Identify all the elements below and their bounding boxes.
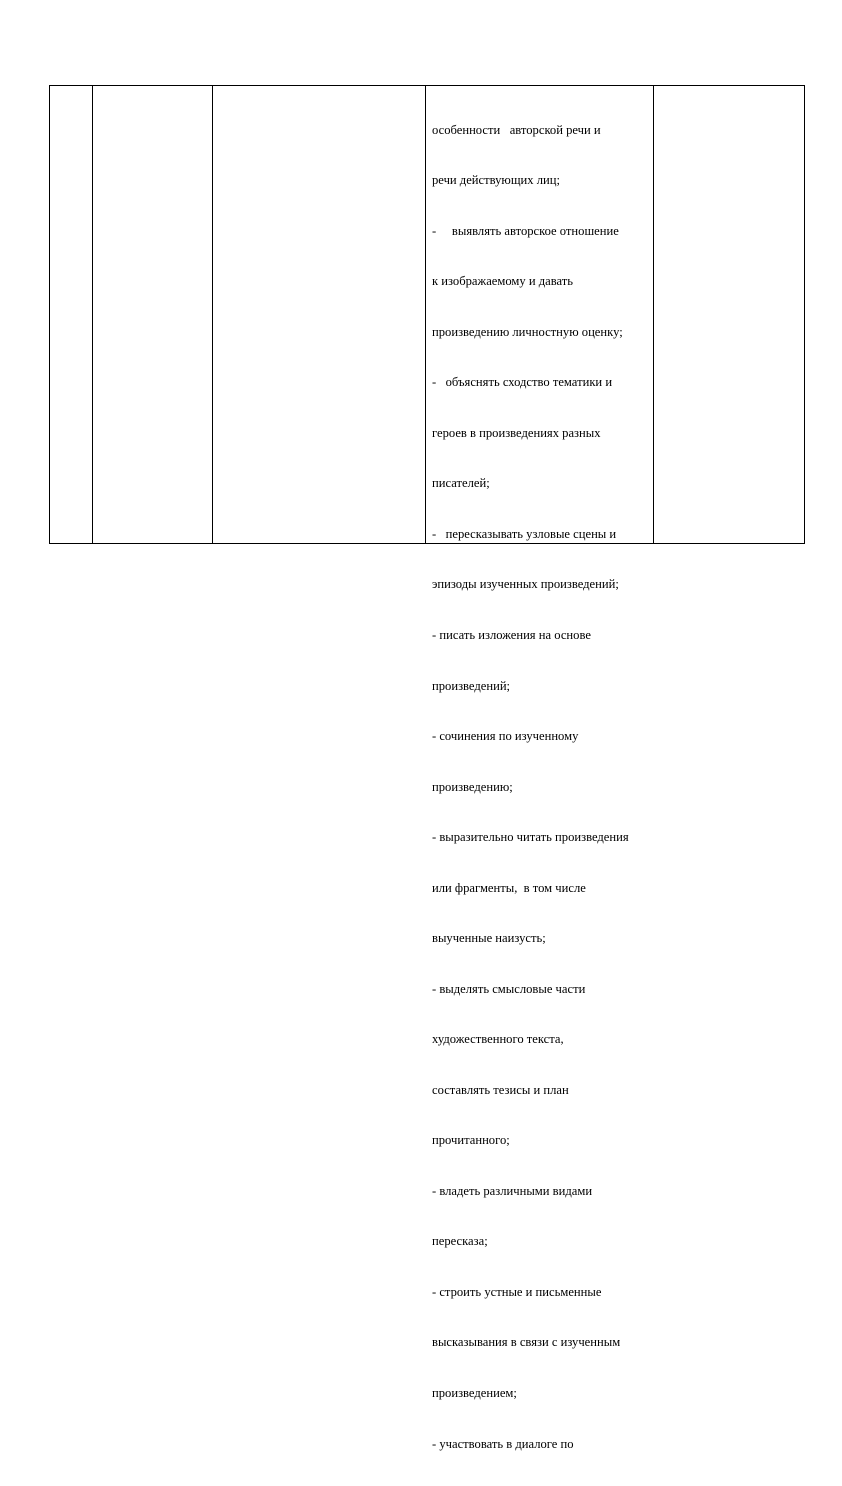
table-cell-notes	[654, 86, 805, 544]
text-line: произведению;	[432, 779, 513, 794]
text-line: произведению личностную оценку;	[432, 324, 623, 339]
text-line: - строить устные и письменные	[432, 1284, 602, 1299]
text-line: пересказа;	[432, 1234, 488, 1249]
text-line: - объяснять сходство тематики и	[432, 375, 613, 390]
text-line: эпизоды изученных произведений;	[432, 577, 619, 592]
text-line: - сочинения по изученному	[432, 729, 579, 744]
text-line: писателей;	[432, 476, 490, 491]
text-line: высказывания в связи с изученным	[432, 1335, 621, 1350]
document-table	[49, 85, 805, 1451]
text-line: - писать изложения на основе	[432, 628, 591, 642]
table-cell-topic	[93, 86, 213, 544]
table-cell-content	[213, 86, 426, 544]
text-line: героев в произведениях разных	[432, 425, 601, 440]
text-line: - выразительно читать произведения	[432, 830, 629, 845]
text-line: к изображаемому и давать	[432, 274, 573, 289]
text-line: особенности авторской речи и	[432, 122, 601, 137]
text-line: составлять тезисы и план	[432, 1082, 569, 1097]
table-cell-requirements	[426, 86, 654, 1451]
text-line: - владеть различными видами	[432, 1183, 593, 1198]
text-line: - пересказывать узловые сцены и	[432, 526, 617, 541]
text-line: - выявлять авторское отношение	[432, 223, 619, 238]
table-cell-number	[50, 86, 93, 544]
text-line: произведений;	[432, 678, 511, 693]
text-line: произведением;	[432, 1385, 517, 1400]
text-line: выученные наизусть;	[432, 931, 546, 946]
text-line: речи действующих лиц;	[432, 173, 560, 188]
table-row	[50, 86, 805, 544]
text-line: - выделять смысловые части	[432, 981, 586, 996]
requirements-text	[426, 86, 653, 1451]
text-line: прочитанного;	[432, 1133, 510, 1148]
text-line: или фрагменты, в том числе	[432, 880, 586, 895]
text-line: - участвовать в диалоге по	[432, 1436, 574, 1451]
text-line: художественного текста,	[432, 1032, 564, 1047]
